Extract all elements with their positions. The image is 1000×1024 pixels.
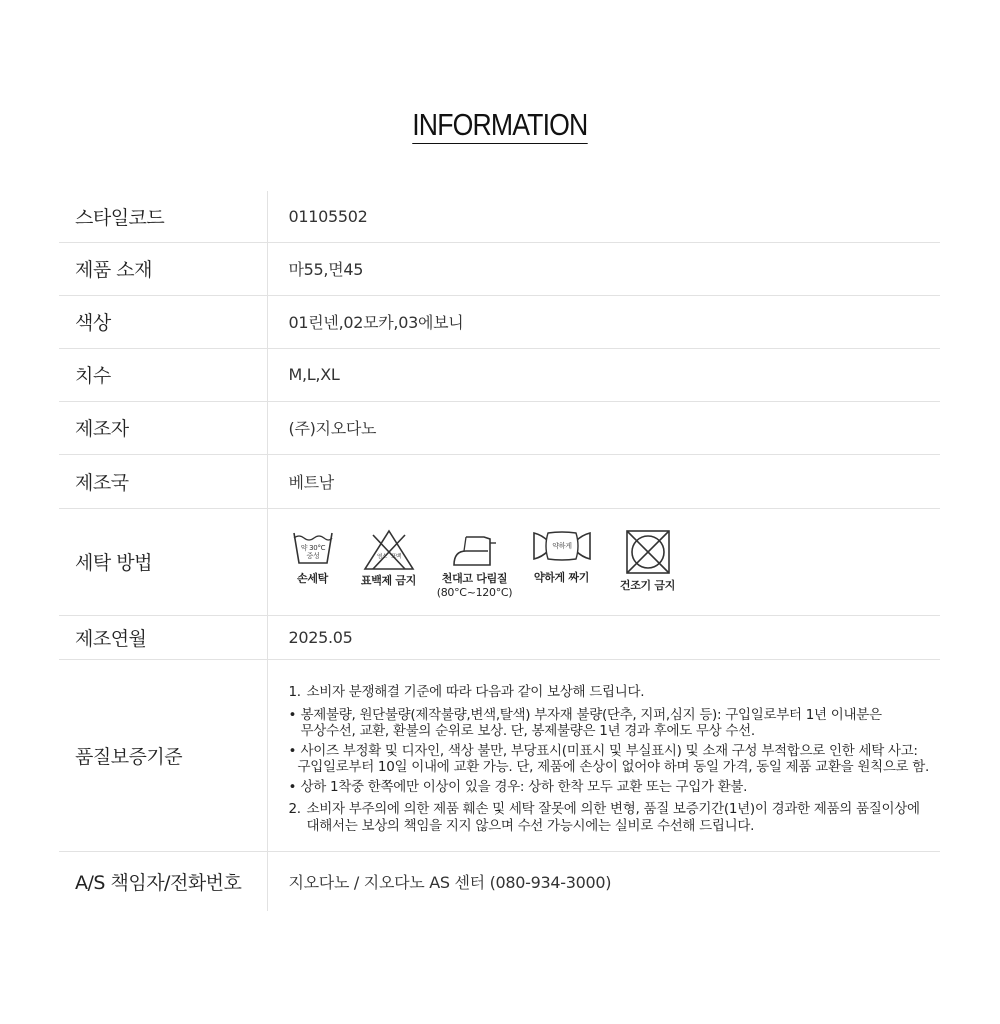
hand-wash-icon (291, 529, 335, 569)
row-label-quality: 품질보증기준 (59, 659, 267, 851)
row-label-color: 색상 (59, 295, 267, 348)
bullet-text (301, 707, 882, 740)
bullet-line: 사이즈 부정확 및 디자인, 색상 불만, 부당표시(미표시 및 부실표시) 및 소재 구성 부적합으로 인한 세탁 사고: (300, 742, 918, 759)
quality-cell (267, 659, 940, 851)
row-label-care: 세탁 방법 (59, 508, 267, 615)
row-value-style-code: 01105502 (267, 191, 940, 242)
quality-line: 대해서는 보상의 책임을 지지 않으며 수선 가능시에는 실비로 수선해 드립니다. (306, 817, 755, 834)
bullet-line: 구입일로부터 10일 이내에 교환 가능. 단, 제품에 손상이 없어야 하며 동일 가격, 동일 제품 교환을 원칙으로 함. (297, 759, 930, 775)
quality-item-2-text (307, 801, 920, 834)
table-row (59, 348, 940, 401)
table-row (59, 401, 940, 454)
row-label-manufacture-date: 제조연월 (59, 615, 267, 659)
care-item-gentle-wring (531, 529, 593, 585)
table-row (59, 454, 940, 508)
hand-wash-detergent: 중성 (306, 551, 319, 560)
bullet-line: 상하 1착중 한쪽에만 이상이 있을 경우: 상하 한착 모두 교환 또는 구입가 환불. (300, 778, 748, 795)
bullet: • (288, 706, 297, 723)
row-label-size: 치수 (59, 348, 267, 401)
bullet: • (288, 778, 297, 795)
row-value-color: 01린넨,02모카,03에보니 (267, 295, 940, 348)
care-caption: 표백제 금지 (360, 573, 417, 587)
gentle-wring-text: 약하게 (551, 541, 572, 550)
quality-item-1 (289, 684, 941, 701)
page-title: INFORMATION (412, 107, 588, 142)
row-label-material: 제품 소재 (59, 242, 267, 295)
row-value-manufacturer: (주)지오다노 (267, 401, 940, 454)
care-caption: 손세탁 (297, 571, 328, 585)
bullet-text (297, 742, 930, 776)
table-row (59, 659, 940, 851)
list-number: 1. (288, 684, 301, 700)
row-value-as-contact: 지오다노 / 지오다노 AS 센터 (080-934-3000) (288, 872, 612, 892)
care-icons (289, 509, 941, 615)
row-label-manufacturer: 제조자 (59, 401, 267, 454)
iron-icon (450, 529, 500, 569)
care-item-no-bleach (359, 529, 419, 588)
list-item (289, 743, 941, 776)
table-row (59, 242, 940, 295)
row-label-as-contact: A/S 책임자/전화번호 (59, 851, 267, 911)
care-item-iron (436, 529, 513, 600)
row-value-size: M,L,XL (267, 348, 940, 401)
quality-line: 소비자 부주의에 의한 제품 훼손 및 세탁 잘못에 의한 변형, 품질 보증기간(1년)이 경과한 제품의 품질이상에 (306, 801, 920, 817)
care-icons-cell (267, 508, 940, 615)
care-caption: 약하게 짜기 (533, 570, 590, 584)
gentle-wring-icon (532, 529, 592, 563)
table-row (59, 851, 940, 911)
quality-item-2 (289, 801, 941, 834)
row-label-style-code: 스타일코드 (59, 191, 267, 242)
no-bleach-text-1: 염소 (376, 553, 387, 560)
bullet-line: 무상수선, 교환, 환불의 순위로 보상. 단, 봉제불량은 1년 경과 후에도 무상 수선. (300, 723, 755, 739)
no-bleach-icon (363, 529, 415, 571)
bullet: • (288, 742, 297, 759)
no-bleach-text-2: 표백 (390, 553, 401, 560)
no-tumble-dry-icon (625, 529, 671, 575)
product-info-table (59, 191, 940, 911)
row-value-manufacture-date: 2025.05 (267, 615, 940, 659)
table-row (59, 615, 940, 659)
care-item-no-tumble-dry (618, 529, 678, 593)
list-number: 2. (288, 801, 301, 817)
table-row (59, 508, 940, 615)
hand-wash-temp: 약 30°C (300, 543, 325, 552)
row-label-country: 제조국 (59, 454, 267, 508)
list-item (289, 779, 941, 796)
information-title-wrap (0, 108, 1000, 144)
care-caption-temp: (80°C~120°C) (436, 585, 513, 599)
quality-item-1-text: 소비자 분쟁해결 기준에 따라 다음과 같이 보상해 드립니다. (306, 684, 645, 700)
quality-guarantee-text (289, 662, 941, 848)
care-caption: 건조기 금지 (619, 578, 676, 592)
care-caption: 천대고 다림질 (441, 571, 508, 585)
table-row (59, 191, 940, 242)
list-item (289, 707, 941, 740)
bullet-line: 봉제불량, 원단불량(제작불량,변색,탈색) 부자재 불량(단추, 지퍼,심지 등): 구입일로부터 1년 이내분은 (300, 706, 882, 723)
row-value-material: 마55,면45 (267, 242, 940, 295)
table-row (59, 295, 940, 348)
row-value-country: 베트남 (267, 454, 940, 508)
care-item-hand-wash (289, 529, 337, 586)
